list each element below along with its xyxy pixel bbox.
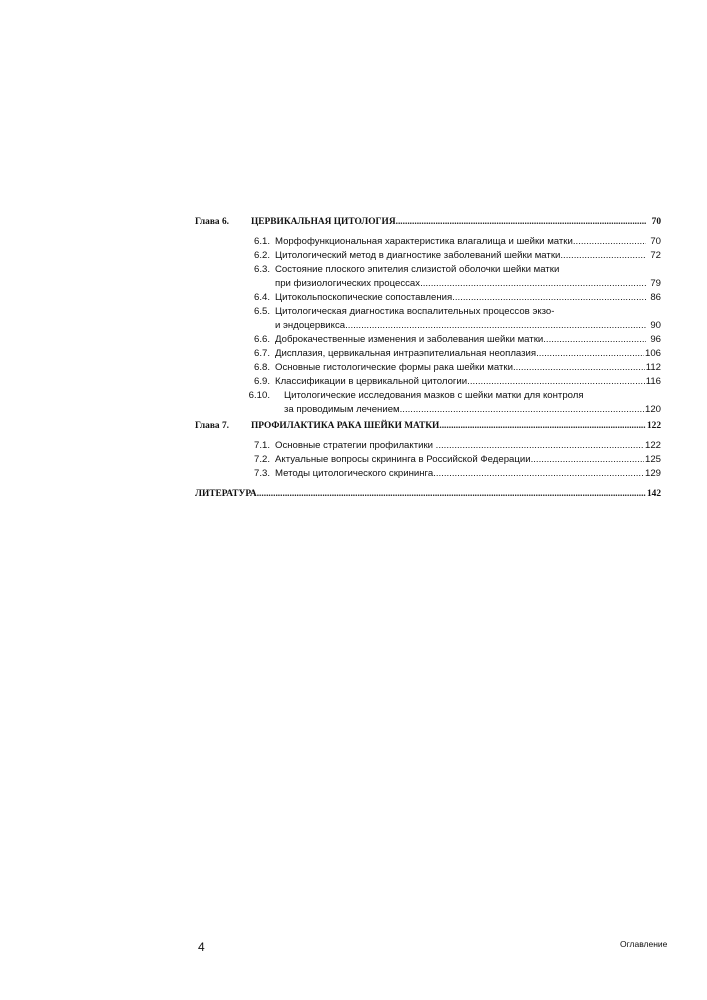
toc-item-7-3[interactable] [195, 467, 661, 481]
page-number: 122 [646, 421, 661, 431]
table-of-contents [195, 213, 661, 501]
page-number: 90 [650, 320, 661, 331]
item-title: Цитологический метод в диагностике заболеваний шейки матки [275, 250, 561, 261]
item-number: 6.2. [253, 250, 270, 261]
item-title-continuation: за проводимым лечением [284, 404, 400, 415]
dot-leader [420, 277, 646, 291]
page-number: 70 [651, 217, 661, 227]
dot-leader [454, 439, 644, 453]
item-number: 6.6. [253, 334, 270, 345]
page-number: 70 [650, 236, 661, 247]
toc-item-6-1[interactable] [195, 235, 661, 249]
toc-item-6-4[interactable] [195, 291, 661, 305]
toc-item-6-6[interactable] [195, 333, 661, 347]
toc-item-6-10[interactable] [195, 389, 661, 403]
dot-leader [439, 419, 646, 433]
dot-leader [560, 249, 646, 263]
dot-leader [396, 215, 646, 229]
toc-item-7-2[interactable] [195, 453, 661, 467]
item-title: Классификации в цервикальной цитологии [275, 376, 468, 387]
dot-leader [531, 453, 644, 467]
item-title: Методы цитологического скрининга [275, 468, 434, 479]
item-number: 6.7. [253, 348, 270, 359]
page-number: 112 [645, 362, 661, 373]
toc-item-7-1[interactable] [195, 439, 661, 453]
footer-section-title: Оглавление [620, 939, 668, 949]
dot-leader [452, 291, 646, 305]
dot-leader [573, 235, 646, 249]
toc-literature[interactable] [195, 487, 661, 501]
chapter-title: ПРОФИЛАКТИКА РАКА ШЕЙКИ МАТКИ [251, 421, 440, 431]
chapter-title: ЦЕРВИКАЛЬНАЯ ЦИТОЛОГИЯ [251, 217, 396, 227]
item-title-continuation: при физиологических процессах [275, 278, 421, 289]
page-number: 106 [644, 348, 661, 359]
item-title: Состояние плоского эпителия слизистой оболочки шейки матки [275, 264, 560, 275]
page-number: 125 [644, 454, 661, 465]
item-title: Основные стратегии профилактики ....... [275, 440, 455, 451]
page-number: 96 [650, 334, 661, 345]
item-title: Основные гистологические формы рака шейки матки [275, 362, 513, 373]
toc-item-6-2[interactable] [195, 249, 661, 263]
item-title: Дисплазия, цервикальная интраэпителиальная неоплазия [275, 348, 537, 359]
page-number: 79 [650, 278, 661, 289]
toc-item-6-8[interactable] [195, 361, 661, 375]
dot-leader [345, 319, 646, 333]
item-number: 6.10. [248, 390, 270, 401]
dot-leader [536, 347, 644, 361]
toc-item-6-10-continuation[interactable] [195, 403, 661, 417]
item-title: Цитологическая диагностика воспалительных процессов экзо- [275, 306, 555, 317]
item-title: Доброкачественные изменения и заболевания шейки матки [275, 334, 544, 345]
dot-leader [433, 467, 644, 481]
footer-page-number: 4 [198, 940, 205, 954]
page-number: 120 [644, 404, 661, 415]
toc-item-6-5-continuation[interactable] [195, 319, 661, 333]
page-number: 142 [646, 489, 661, 499]
toc-chapter-7[interactable] [195, 419, 661, 433]
toc-item-6-5[interactable] [195, 305, 661, 319]
literature-title: ЛИТЕРАТУРА [195, 489, 257, 499]
item-title: Цитокольпоскопические сопоставления [275, 292, 453, 303]
item-title: Морфофункциональная характеристика влагалища и шейки матки [275, 236, 573, 247]
page-number: 129 [644, 468, 661, 479]
dot-leader [467, 375, 645, 389]
item-number: 6.4. [253, 292, 270, 303]
page-number: 86 [650, 292, 661, 303]
item-title: Цитологические исследования мазков с шейки матки для контроля [284, 390, 584, 401]
page-number: 122 [644, 440, 661, 451]
page-number: 116 [645, 376, 661, 387]
item-number: 7.2. [253, 454, 270, 465]
toc-item-6-7[interactable] [195, 347, 661, 361]
toc-item-6-3-continuation[interactable] [195, 277, 661, 291]
dot-leader [257, 487, 646, 501]
toc-chapter-6[interactable] [195, 215, 661, 229]
dot-leader [513, 361, 645, 375]
dot-leader [543, 333, 646, 347]
item-title-continuation: и эндоцервикса [275, 320, 346, 331]
item-number: 6.5. [253, 306, 270, 317]
toc-item-6-9[interactable] [195, 375, 661, 389]
dot-leader [400, 403, 644, 417]
item-number: 6.3. [253, 264, 270, 275]
page-number: 72 [650, 250, 661, 261]
chapter-label: Глава 6. [195, 217, 229, 227]
item-number: 7.1. [253, 440, 270, 451]
item-number: 7.3. [253, 468, 270, 479]
toc-item-6-3[interactable] [195, 263, 661, 277]
item-number: 6.8. [253, 362, 270, 373]
item-number: 6.1. [253, 236, 270, 247]
chapter-label: Глава 7. [195, 421, 229, 431]
item-number: 6.9. [253, 376, 270, 387]
item-title: Актуальные вопросы скрининга в Российской Федерации [275, 454, 531, 465]
